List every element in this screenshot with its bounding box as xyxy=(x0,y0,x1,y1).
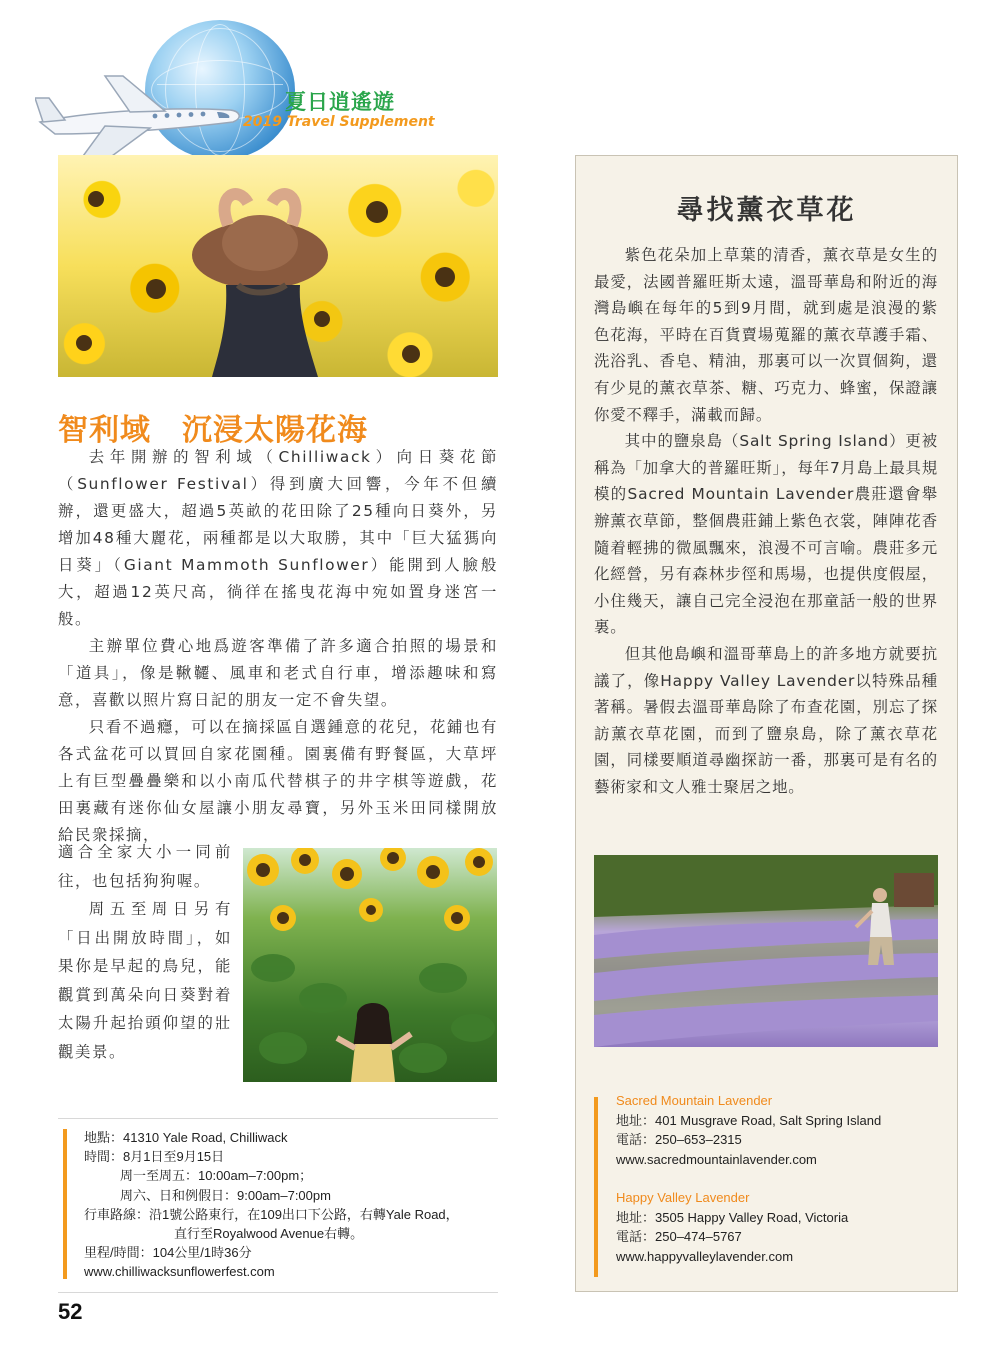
farm-url: www.happyvalleylavender.com xyxy=(616,1248,794,1264)
farm-phone: 電話：250–653–2315 xyxy=(616,1132,742,1147)
farm-phone: 電話：250–474–5767 xyxy=(616,1229,742,1244)
page-number: 52 xyxy=(58,1299,83,1324)
festival-info-box xyxy=(58,1118,498,1293)
article-paragraph: 只看不過癮，可以在摘採區自選鍾意的花兒，花鋪也有各式盆花可以買回自家花園種。園裏備有野餐區，大草坪上有巨型疊疊樂和以小南瓜代替棋子的井字棋等遊戲，花田裏藏有迷你仙女屋讓小朋友尋寶，另外玉米田同樣開放給民衆採摘， xyxy=(58,718,498,844)
sidebar-paragraph: 紫色花朵加上草葉的清香，薰衣草是女生的最愛，法國普羅旺斯太遠，溫哥華島和附近的海灣島嶼在每年的5到9月間，就到處是浪漫的紫色花海，平時在百貨賣場蒐羅的薰衣草護手霜、洗浴乳、香皂、精油，那裏可以一次買個夠，還有少見的薰衣草茶、糖、巧克力、蜂蜜，保證讓你愛不釋手，滿載而歸。 xyxy=(594,246,938,424)
travel-supplement-logo xyxy=(35,20,435,160)
article-paragraph: 主辦單位費心地爲遊客準備了許多適合拍照的場景和「道具」，像是鞦韆、風車和老式自行車，增添趣味和寫意，喜歡以照片寫日記的朋友一定不會失望。 xyxy=(58,637,498,709)
supplement-title: 夏日逍遙遊 xyxy=(285,90,395,114)
festival-weekday-hours: 周一至周五：10:00am–7:00pm； xyxy=(120,1168,313,1184)
article-paragraph: 適合全家大小一同前往，也包括狗狗喔。 xyxy=(58,843,232,890)
farm-url: www.sacredmountainlavender.com xyxy=(616,1151,817,1167)
farm-name: Happy Valley Lavender xyxy=(616,1190,750,1205)
festival-address: 地點：41310 Yale Road, Chilliwack xyxy=(84,1130,288,1145)
festival-dates: 時間：8月1日至9月15日 xyxy=(84,1149,225,1165)
festival-weekend-hours: 周六、日和例假日：9:00am–7:00pm xyxy=(120,1187,331,1203)
farm-address: 地址：401 Musgrave Road, Salt Spring Island xyxy=(616,1112,882,1128)
festival-route: 行車路線：沿1號公路東行，在109出口下公路，右轉Yale Road， xyxy=(84,1206,459,1222)
article-paragraph: 周五至周日另有「日出開放時間」，如果你是早起的鳥兒，能觀賞到萬朵向日葵對着太陽升起抬頭仰望的壯觀美景。 xyxy=(58,900,232,1061)
farm-name: Sacred Mountain Lavender xyxy=(616,1093,773,1108)
festival-distance: 里程/時間：104公里/1時36分 xyxy=(84,1245,252,1261)
festival-route-cont: 直行至Royalwood Avenue右轉。 xyxy=(174,1226,364,1242)
tall-sunflowers-figure xyxy=(243,848,497,1082)
accent-bar xyxy=(594,1097,598,1277)
sidebar-title: 尋找薰衣草花 xyxy=(676,195,857,226)
lavender-rows-figure xyxy=(594,855,938,1047)
article-heading: 智利域 沉浸太陽花海 xyxy=(58,413,368,448)
accent-bar xyxy=(63,1129,67,1279)
sunflower-portrait-photo xyxy=(243,848,497,1082)
sidebar-paragraph: 其中的鹽泉島（Salt Spring Island）更被稱為「加拿大的普羅旺斯」，每年7月島上最具規模的Sacred Mountain Lavender農莊還會舉辦薰衣草節，整個農莊鋪上紫色衣裳，陣陣花香隨着輕拂的微風飄來，浪漫不可言喻。農莊多元化經營，另有森林步徑和馬場，也提供度假屋，小住幾天，讓自己完全浸泡在那童話一般的世界裏。 xyxy=(594,432,938,637)
supplement-subtitle: 2019 Travel Supplement xyxy=(243,114,435,130)
festival-url: www.chilliwacksunflowerfest.com xyxy=(84,1264,275,1280)
sidebar-paragraph: 但其他島嶼和溫哥華島上的許多地方就要抗議了，像Happy Valley Lavender以特殊品種著稱。暑假去溫哥華島除了布查花園，別忘了探訪薰衣草花園，而到了鹽泉島，除了薰衣草花園，同樣要順道尋幽探訪一番，那裏可是有名的藝術家和文人雅士聚居之地。 xyxy=(594,644,938,796)
article-body xyxy=(58,444,498,849)
lavender-field-photo xyxy=(594,855,938,1047)
sidebar-body xyxy=(594,242,938,800)
farm-address: 地址：3505 Happy Valley Road, Victoria xyxy=(616,1209,849,1225)
article-paragraph: 去年開辦的智利域（Chilliwack）向日葵花節（Sunflower Festival）得到廣大回響，今年不但續辦，還更盛大，超過5英畝的花田除了25種向日葵外，另增加48種大麗花，兩種都是以大取勝，其中「巨大猛獁向日葵」（Giant Mammoth Sunflower）能開到人臉般大，超過12英尺高，徜徉在搖曳花海中宛如置身迷宮一般。 xyxy=(58,448,498,628)
article-body-narrow xyxy=(58,838,232,1066)
